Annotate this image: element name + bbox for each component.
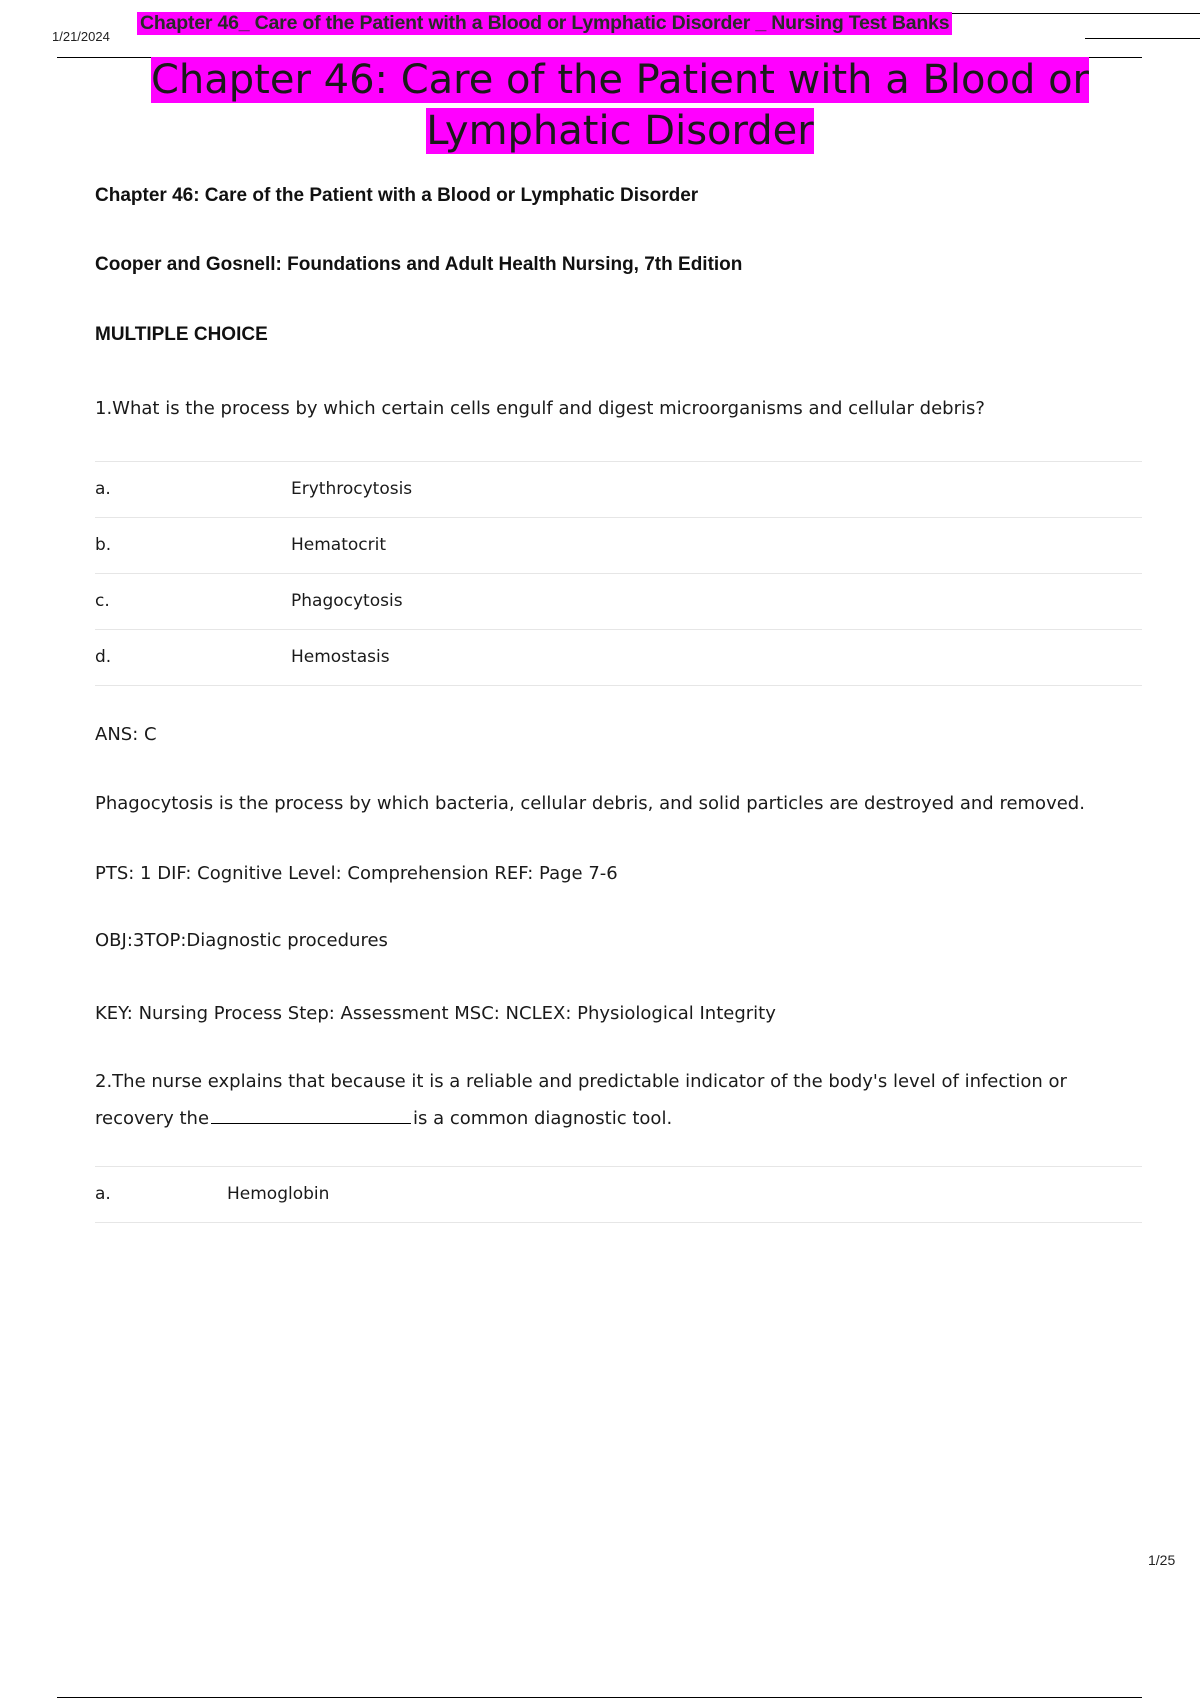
key-line: KEY: Nursing Process Step: Assessment MSC: NCLEX: Physiological Integrity	[95, 1003, 776, 1024]
option-text: Hemoglobin	[227, 1184, 330, 1204]
footer-divider	[57, 1697, 1142, 1698]
header-rule	[1085, 38, 1200, 39]
option-text: Phagocytosis	[291, 591, 403, 611]
question-2-stem-line-1: 2.The nurse explains that because it is a reliable and predictable indicator of the body's level of infection or	[95, 1071, 1067, 1092]
page-title-line-2: Lymphatic Disorder	[426, 108, 814, 154]
option-text: Hemostasis	[291, 647, 390, 667]
pts-line: PTS: 1 DIF: Cognitive Level: Comprehension REF: Page 7-6	[95, 863, 618, 884]
option-letter: d.	[95, 647, 112, 667]
rationale: Phagocytosis is the process by which bacteria, cellular debris, and solid particles are destroyed and removed.	[95, 793, 1085, 814]
obj-line: OBJ:3TOP:Diagnostic procedures	[95, 930, 388, 951]
fill-in-blank	[211, 1105, 411, 1124]
print-date: 1/21/2024	[52, 29, 110, 44]
option-letter: b.	[95, 535, 112, 555]
option-letter: a.	[95, 479, 111, 499]
stem-text: recovery the	[95, 1108, 210, 1129]
option-row	[95, 573, 1142, 629]
book-heading: Cooper and Gosnell: Foundations and Adult Health Nursing, 7th Edition	[95, 254, 743, 275]
stem-text: is a common diagnostic tool.	[413, 1108, 673, 1129]
question-1-options	[95, 461, 1142, 686]
question-1-stem: 1.What is the process by which certain cells engulf and digest microorganisms and cellular debris?	[95, 398, 985, 419]
option-letter: a.	[95, 1184, 111, 1204]
question-2-options	[95, 1166, 1142, 1223]
page-title	[0, 55, 1200, 157]
option-row	[95, 1166, 1142, 1223]
option-row	[95, 517, 1142, 573]
page-title-line-1: Chapter 46: Care of the Patient with a Blood or	[150, 57, 1089, 103]
option-text: Hematocrit	[291, 535, 387, 555]
option-row	[95, 629, 1142, 686]
question-2-stem-line-2	[95, 1105, 672, 1129]
option-text: Erythrocytosis	[291, 479, 413, 499]
section-heading: MULTIPLE CHOICE	[95, 324, 268, 345]
answer: ANS: C	[95, 724, 157, 745]
option-row	[95, 461, 1142, 517]
page-number: 1/25	[1148, 1552, 1176, 1568]
chapter-heading: Chapter 46: Care of the Patient with a Blood or Lymphatic Disorder	[95, 185, 699, 206]
browser-page-title: Chapter 46_ Care of the Patient with a Blood or Lymphatic Disorder _ Nursing Test Banks	[137, 12, 952, 35]
option-letter: c.	[95, 591, 110, 611]
